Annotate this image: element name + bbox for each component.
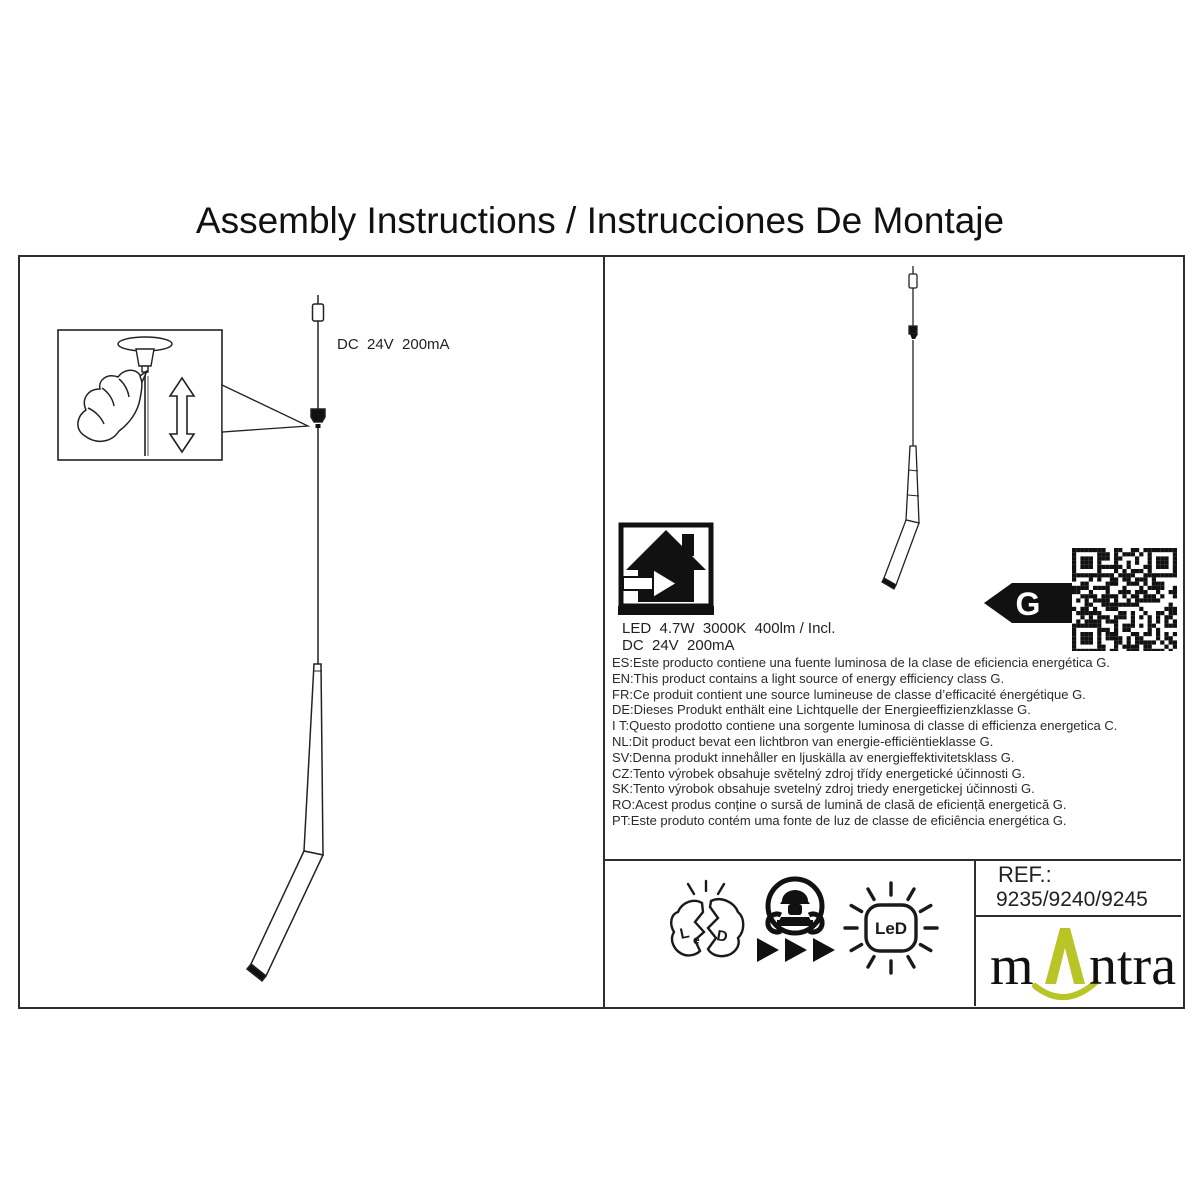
svg-text:D: D xyxy=(715,927,729,946)
power-spec-label-right: DC 24V 200mA xyxy=(622,637,735,654)
brand-logo-ntra: ntra xyxy=(1089,935,1177,997)
brand-logo-caret xyxy=(1045,928,1085,984)
installer-icon xyxy=(755,870,847,966)
footer-divider-vertical xyxy=(974,860,976,1006)
energy-class-statements xyxy=(612,655,1172,829)
power-spec-label-left: DC 24V 200mA xyxy=(337,336,450,353)
forward-triangles-icon xyxy=(757,938,835,962)
pendant-lamp-left xyxy=(230,285,470,995)
svg-text:e: e xyxy=(693,933,700,947)
svg-text:L: L xyxy=(678,924,691,943)
brand-logo xyxy=(988,920,1180,1006)
dc-plug-icon xyxy=(313,304,324,321)
indoor-use-icon xyxy=(618,522,716,616)
pendant-lamp-right xyxy=(855,255,1015,600)
broken-led-icon xyxy=(666,876,746,971)
right-panel-divider-horizontal xyxy=(605,859,1181,861)
statement-cz: CZ:Tento výrobek obsahuje světelný zdroj třídy energetické účinnosti G. xyxy=(612,765,1026,781)
lamp-tube-lower xyxy=(251,851,323,976)
statement-sv: SV:Denna produkt innehåller en ljuskälla av energieffektivitetsklass G. xyxy=(612,749,1015,765)
panel-divider-vertical xyxy=(603,255,605,1007)
statement-it: I T:Questo prodotto contiene una sorgente luminosa di classe di efficienza energetica C. xyxy=(612,718,1118,734)
statement-pt: PT:Este produto contém uma fonte de luz de classe de eficiência energética G. xyxy=(612,812,1067,828)
statement-en: EN:This product contains a light source of energy efficiency class G. xyxy=(612,670,1005,686)
led-spec-label: LED 4.7W 3000K 400lm / Incl. xyxy=(622,620,836,637)
ref-numbers: 9235/9240/9245 xyxy=(996,888,1148,911)
cable-gripper-icon xyxy=(311,409,325,422)
dc-plug-icon-small xyxy=(909,274,917,288)
statement-de: DE:Dieses Produkt enthält eine Lichtquelle der Energieeffizienzklasse G. xyxy=(612,702,1031,718)
led-light-source-icon xyxy=(840,878,940,978)
lamp-tube-upper xyxy=(304,664,323,855)
statement-ro: RO:Acest produs conține o sursă de lumină de clasă de eficiență energetică G. xyxy=(612,797,1067,813)
statement-nl: NL:Dit product bevat een lichtbron van energie-efficiëntieklasse G. xyxy=(612,733,994,749)
page-title: Assembly Instructions / Instrucciones De Montaje xyxy=(195,200,1005,241)
lamp-tube-lower-small xyxy=(884,520,919,585)
energy-class-arrow xyxy=(982,580,1074,626)
statement-fr: FR:Ce produit contient une source lumineuse de classe d’efficacité énergétique G. xyxy=(612,686,1086,702)
qr-code xyxy=(1071,547,1179,651)
statement-sk: SK:Tento výrobok obsahuje svetelný zdroj triedy energetickej účinnosti G. xyxy=(612,781,1035,797)
energy-class-letter: G xyxy=(1015,586,1041,622)
brand-logo-m: m xyxy=(990,935,1034,997)
brand-logo-arc xyxy=(1035,982,1096,997)
lamp-tube-upper-small xyxy=(906,446,919,523)
ref-label: REF.: xyxy=(998,862,1052,887)
footer-divider-horizontal xyxy=(976,915,1181,917)
cable-gripper-icon-small xyxy=(909,326,917,334)
led-badge-text: LeD xyxy=(874,919,908,938)
statement-es: ES:Este producto contiene una fuente luminosa de la clase de eficiencia energética G. xyxy=(612,655,1110,670)
